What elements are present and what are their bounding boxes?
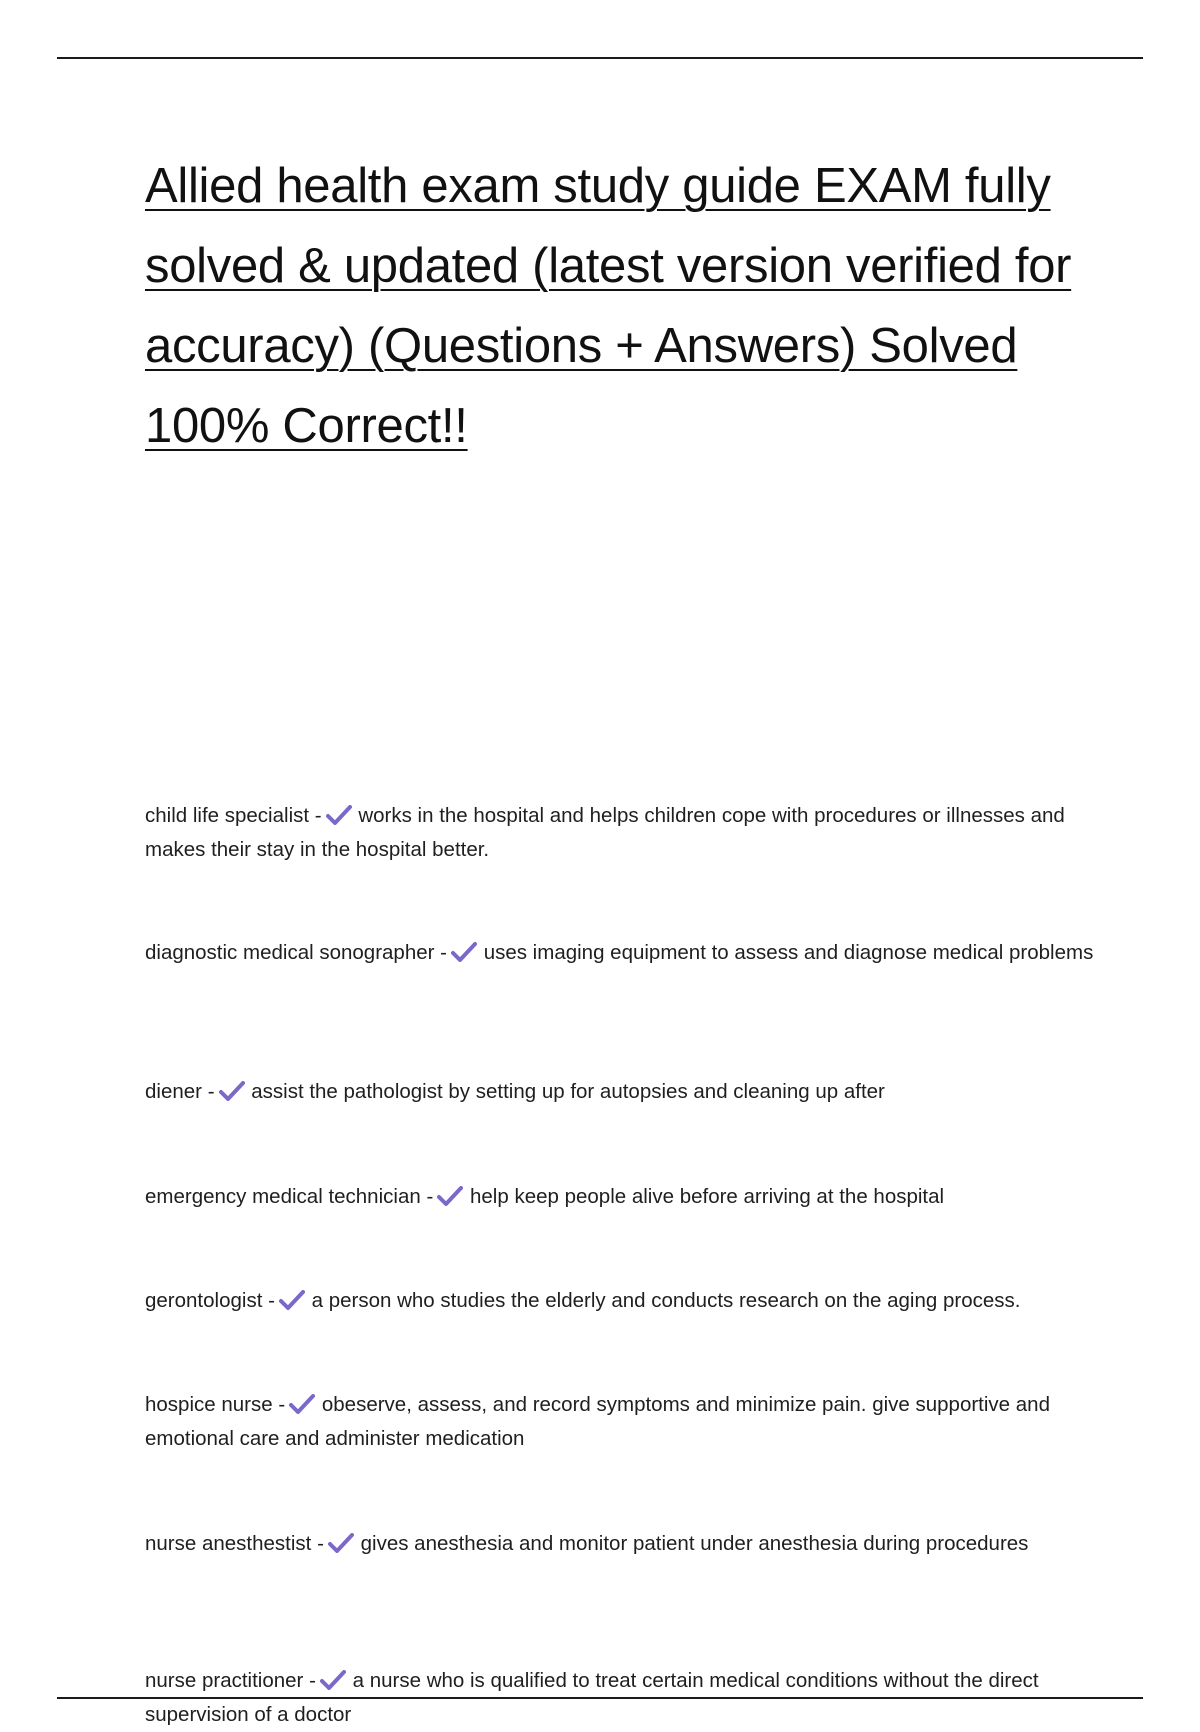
entry-definition: obeserve, assess, and record symptoms and minimize pain. give supportive and emotional care and administer medication (145, 1393, 1050, 1450)
entry-separator: - (440, 941, 447, 964)
check-mark-icon (320, 1670, 346, 1690)
list-item (145, 799, 1100, 867)
entry-definition: a nurse who is qualified to treat certain medical conditions without the direct supervision of a doctor (145, 1669, 1039, 1726)
entry-separator: - (278, 1393, 286, 1416)
entry-separator: - (309, 1669, 316, 1692)
check-mark-icon (451, 942, 477, 962)
document-body (145, 146, 1105, 1726)
list-item (145, 1388, 1100, 1456)
entry-separator: - (317, 1532, 324, 1555)
entry-separator: - (314, 804, 322, 827)
list-item (145, 1284, 1100, 1318)
list-item (145, 1180, 1100, 1214)
entry-definition: a person who studies the elderly and conducts research on the aging process. (311, 1289, 1021, 1312)
entry-separator: - (207, 1080, 215, 1103)
list-item (145, 936, 1100, 970)
check-mark-icon (326, 805, 352, 825)
entry-definition: assist the pathologist by setting up for autopsies and cleaning up after (251, 1080, 885, 1103)
list-item (145, 1527, 1100, 1561)
document-title: Allied health exam study guide EXAM fully solved & updated (latest version verified for accuracy) (Questions + Answers) Solved 100% Correct!! (145, 159, 1072, 453)
check-mark-icon (328, 1533, 354, 1553)
entry-definition: uses imaging equipment to assess and diagnose medical problems (483, 941, 1094, 964)
entry-definition: gives anesthesia and monitor patient under anesthesia during procedures (360, 1532, 1029, 1555)
check-mark-icon (219, 1081, 245, 1101)
entry-separator: - (268, 1289, 275, 1312)
entry-term: emergency medical technician (145, 1185, 421, 1208)
entry-term: diener (145, 1080, 202, 1103)
entry-term: hospice nurse (145, 1393, 273, 1416)
entry-term: nurse anesthestist (145, 1532, 312, 1555)
top-rule (57, 57, 1143, 59)
entry-term: diagnostic medical sonographer (145, 941, 435, 964)
bottom-rule (57, 1697, 1143, 1699)
entry-definition: works in the hospital and helps children cope with procedures or illnesses and makes their stay in the hospital better. (145, 804, 1065, 861)
entry-term: nurse practitioner (145, 1669, 304, 1692)
entry-term: child life specialist (145, 804, 310, 827)
check-mark-icon (289, 1394, 315, 1414)
entry-definition: help keep people alive before arriving at the hospital (469, 1185, 945, 1208)
check-mark-icon (279, 1290, 305, 1310)
list-item (145, 1075, 1100, 1109)
check-mark-icon (437, 1186, 463, 1206)
entry-separator: - (426, 1185, 434, 1208)
entry-term: gerontologist (145, 1289, 263, 1312)
